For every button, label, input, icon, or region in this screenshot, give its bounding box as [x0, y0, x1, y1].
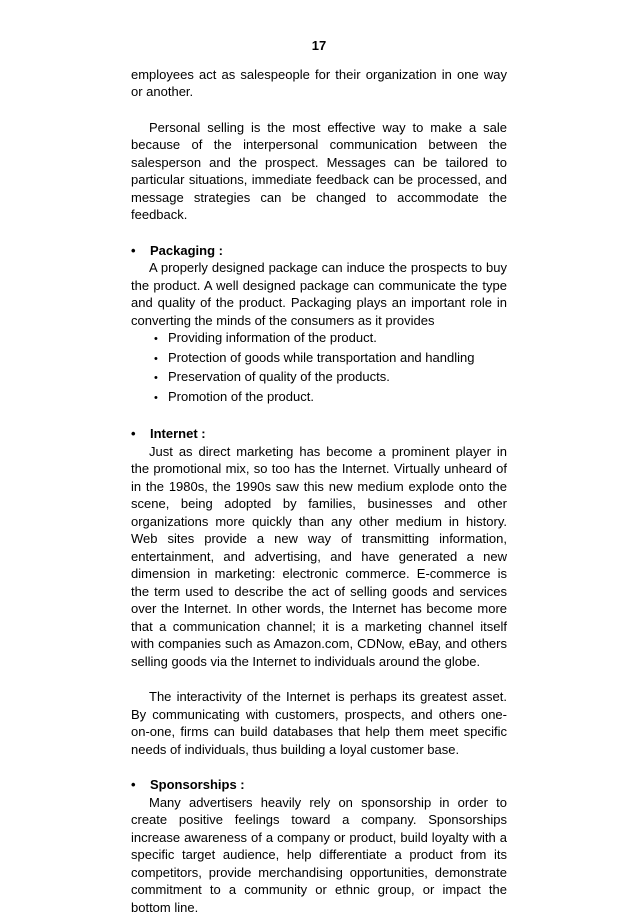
- list-item-text: Promotion of the product.: [168, 388, 314, 406]
- internet-paragraph: Just as direct marketing has become a prominent player in the promotional mix, so too has the Internet. Virtually unheard of in the 1980s, the 1990s saw this new medium explode onto the scene, being adopted by families, businesses and other organizations more quickly than any other medium in history. Web sites provide a new way of transmitting information, entertainment, and advertising, and have generated a new dimension in marketing: electronic commerce. E-commerce is the term used to describe the act of selling goods and services over the Internet. In other words, the Internet has become more that a communication channel; it is a marketing channel itself with companies such as Amazon.com, CDNow, eBay, and others selling goods via the Internet to individuals around the globe.: [131, 443, 507, 671]
- internet-heading-text: Internet :: [150, 425, 206, 443]
- list-item: [154, 329, 507, 349]
- interactivity-paragraph: The interactivity of the Internet is perhaps its greatest asset. By communicating with customers, prospects, and others one-on-one, firms can build databases that help them meet specific needs of individuals, thus building a loyal customer base.: [131, 688, 507, 758]
- packaging-heading: [131, 242, 507, 260]
- list-item-text: Providing information of the product.: [168, 329, 377, 347]
- document-page: [131, 37, 507, 916]
- internet-heading: [131, 425, 507, 443]
- page-number: 17: [131, 37, 507, 55]
- bullet-icon: •: [154, 370, 168, 388]
- personal-selling-paragraph: Personal selling is the most effective way to make a sale because of the interpersonal communication between the salesperson and the prospect. Messages can be tailored to particular situations, immediate feedback can be processed, and message strategies can be changed to accommodate the feedback.: [131, 119, 507, 224]
- packaging-paragraph: A properly designed package can induce the prospects to buy the product. A well designed package can communicate the type and quality of the product. Packaging plays an important role in converting the minds of the consumers as it provides: [131, 259, 507, 329]
- sponsorships-heading: [131, 776, 507, 794]
- list-item-text: Protection of goods while transportation and handling: [168, 349, 474, 367]
- list-item: [154, 388, 507, 408]
- bullet-icon: •: [131, 425, 150, 443]
- bullet-icon: •: [154, 331, 168, 349]
- bullet-icon: •: [131, 776, 150, 794]
- sponsorships-heading-text: Sponsorships :: [150, 776, 245, 794]
- bullet-icon: •: [131, 242, 150, 260]
- list-item: [154, 349, 507, 369]
- list-item-text: Preservation of quality of the products.: [168, 368, 390, 386]
- packaging-list: [131, 329, 507, 407]
- sponsorships-paragraph: Many advertisers heavily rely on sponsorship in order to create positive feelings toward a company. Sponsorships increase awareness of a company or product, build loyalty with a specific target audience, help differentiate a product from its competitors, provide merchandising opportunities, demonstrate commitment to a community or ethnic group, or impact the bottom line.: [131, 794, 507, 916]
- intro-continuation-paragraph: employees act as salespeople for their organization in one way or another.: [131, 66, 507, 101]
- list-item: [154, 368, 507, 388]
- bullet-icon: •: [154, 390, 168, 408]
- bullet-icon: •: [154, 351, 168, 369]
- packaging-heading-text: Packaging :: [150, 242, 223, 260]
